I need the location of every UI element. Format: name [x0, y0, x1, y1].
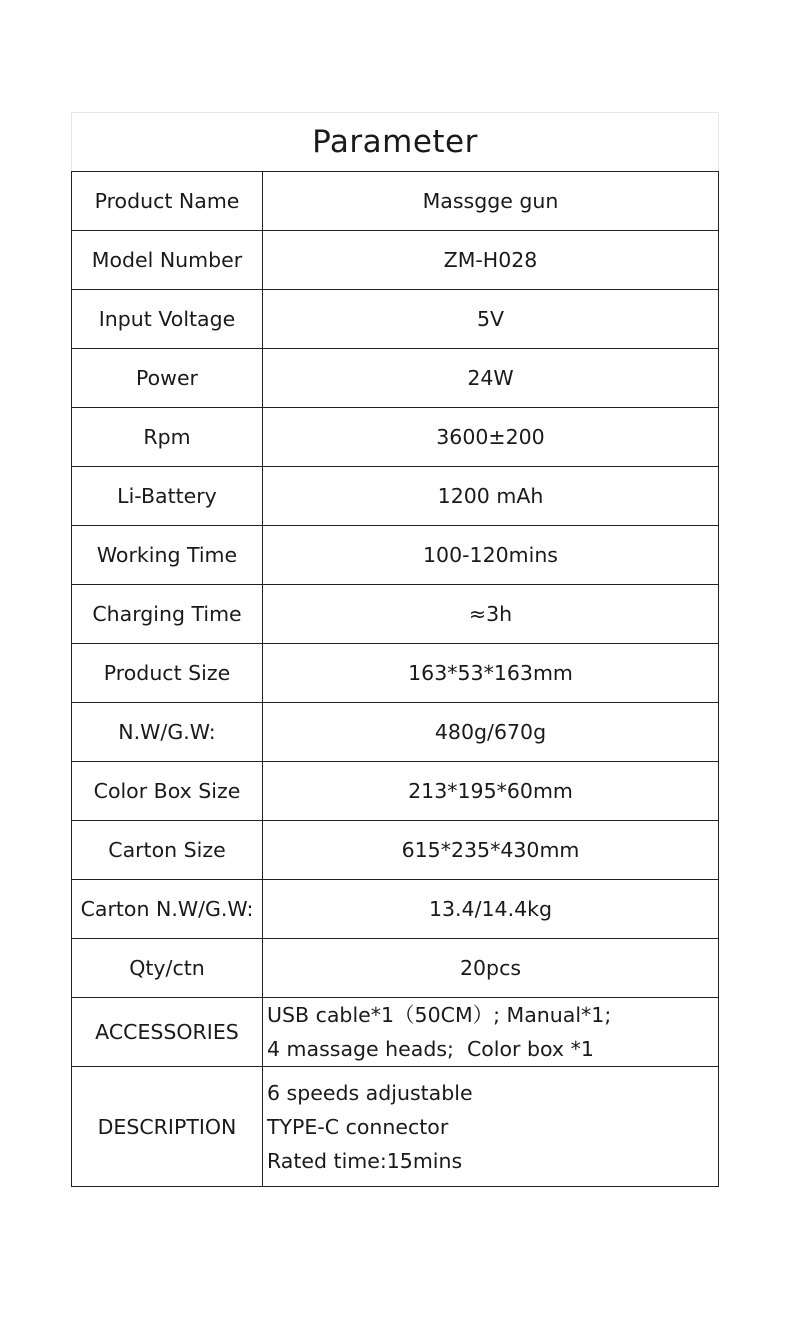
row-label: N.W/G.W: [72, 703, 263, 762]
table-row [72, 172, 719, 231]
table-row [72, 467, 719, 526]
row-label: Model Number [72, 231, 263, 290]
row-label: Carton Size [72, 821, 263, 880]
row-value: 480g/670g [263, 703, 719, 762]
accessories-label: ACCESSORIES [72, 998, 263, 1067]
row-value: 1200 mAh [263, 467, 719, 526]
table-row [72, 585, 719, 644]
table-row [72, 939, 719, 998]
row-value: 24W [263, 349, 719, 408]
row-label: Color Box Size [72, 762, 263, 821]
table-row [72, 644, 719, 703]
description-label: DESCRIPTION [72, 1067, 263, 1187]
table-row [72, 526, 719, 585]
description-line: 6 speeds adjustable [267, 1080, 473, 1105]
table-row [72, 821, 719, 880]
table-row [72, 349, 719, 408]
table-row [72, 231, 719, 290]
row-value: 5V [263, 290, 719, 349]
description-line: Rated time:15mins [267, 1148, 463, 1173]
row-label: Charging Time [72, 585, 263, 644]
parameter-table [71, 171, 719, 1187]
row-label: Carton N.W/G.W: [72, 880, 263, 939]
description-row [72, 1067, 719, 1187]
row-value: ≈3h [263, 585, 719, 644]
row-value: 20pcs [263, 939, 719, 998]
accessories-row [72, 998, 719, 1067]
row-label: Input Voltage [72, 290, 263, 349]
table-row [72, 880, 719, 939]
table-row [72, 408, 719, 467]
row-value: 615*235*430mm [263, 821, 719, 880]
accessories-line: USB cable*1（50CM）; Manual*1; [267, 1003, 612, 1027]
accessories-value [263, 998, 719, 1067]
table-title: Parameter [312, 124, 478, 160]
row-value: Massgge gun [263, 172, 719, 231]
row-value: 213*195*60mm [263, 762, 719, 821]
row-label: Product Name [72, 172, 263, 231]
table-row [72, 762, 719, 821]
row-label: Qty/ctn [72, 939, 263, 998]
table-title-row [71, 112, 719, 171]
table-row [72, 290, 719, 349]
row-label: Rpm [72, 408, 263, 467]
row-value: ZM-H028 [263, 231, 719, 290]
table-row [72, 703, 719, 762]
row-label: Product Size [72, 644, 263, 703]
row-label: Power [72, 349, 263, 408]
description-line: TYPE-C connector [267, 1114, 449, 1139]
row-value: 100-120mins [263, 526, 719, 585]
row-value: 163*53*163mm [263, 644, 719, 703]
row-label: Li-Battery [72, 467, 263, 526]
row-label: Working Time [72, 526, 263, 585]
description-value [263, 1067, 719, 1187]
accessories-line: 4 massage heads; Color box *1 [267, 1037, 594, 1061]
row-value: 13.4/14.4kg [263, 880, 719, 939]
parameter-sheet [71, 112, 719, 1187]
row-value: 3600±200 [263, 408, 719, 467]
